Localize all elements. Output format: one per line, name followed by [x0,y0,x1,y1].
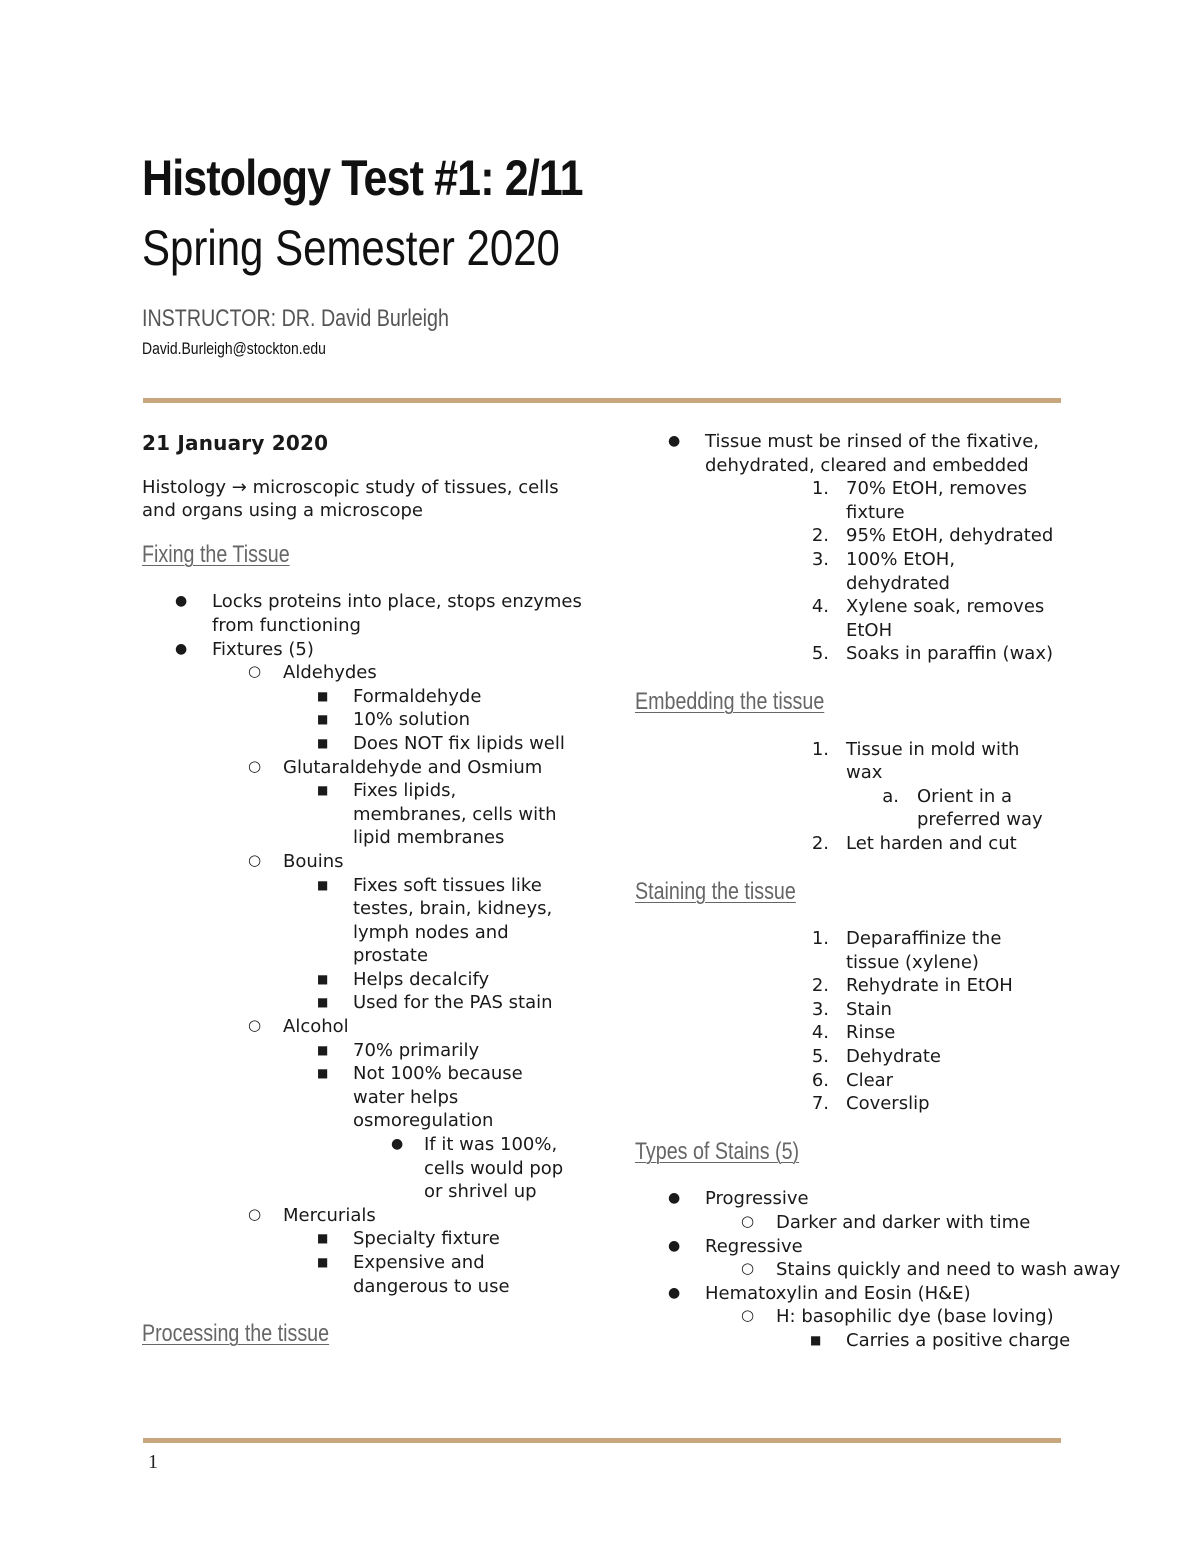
list-number: 4. [811,1022,829,1044]
square-bullet-icon: ■ [317,971,329,986]
list-item: 3. Stain [635,998,1075,1022]
square-bullet-icon: ■ [810,1333,822,1347]
list-item: ○ Alcohol [248,1016,349,1038]
circle-bullet-icon: ○ [248,850,262,869]
list-item: ○ H: basophilic dye (base loving) [741,1306,1054,1328]
lecture-date: 21 January 2020 [142,431,329,455]
circle-bullet-icon: ○ [248,662,262,681]
bullet-icon: ● [391,1136,404,1153]
list-number: 5. [811,1046,829,1068]
list-item: 1. Tissue in mold with wax [635,738,1046,785]
square-bullet-icon: ■ [317,783,329,798]
list-number: 7. [811,1093,829,1115]
list-item: ● Tissue must be rinsed of the fixative, dehydrated, cleared and embedded [668,431,1039,476]
square-bullet-icon: ■ [317,1066,329,1081]
circle-bullet-icon: ○ [248,1204,262,1223]
list-item: ● Hematoxylin and Eosin (H&E) [668,1282,971,1304]
bullet-icon: ● [668,1190,681,1207]
page-subtitle: Spring Semester 2020 [142,220,560,276]
embedding-steps [635,738,1075,856]
circle-bullet-icon: ○ [248,1016,262,1035]
processing-list [635,430,1075,477]
list-item: ■ Carries a positive charge [810,1330,1071,1351]
list-item: ■ Fixes lipids, membranes, cells with lipid membranes [317,780,557,849]
list-item: ■ Formaldehyde [317,685,482,707]
section-heading-fixing: Fixing the Tissue [142,540,290,568]
list-number: 2. [811,832,829,854]
list-item: 2. Let harden and cut [635,832,1075,856]
section-heading-processing: Processing the tissue [142,1320,330,1348]
square-bullet-icon: ■ [317,1231,329,1246]
list-number: 3. [811,998,829,1020]
list-item: 5. Dehydrate [635,1045,1075,1069]
list-item: ■ Expensive and dangerous to use [317,1252,510,1297]
list-item: ■ Used for the PAS stain [317,992,553,1014]
list-number: 1. [811,478,829,500]
left-column [142,430,582,1370]
square-bullet-icon: ■ [317,877,329,892]
section-heading-types: Types of Stains (5) [635,1137,800,1165]
section-heading-embedding: Embedding the tissue [635,687,825,715]
list-item: 2. Rehydrate in EtOH [635,974,1075,998]
list-item: a. Orient in a preferred way [635,785,1067,832]
list-item: ● Regressive [668,1235,803,1257]
processing-steps [635,477,1075,666]
list-item: 1. 70% EtOH, removes fixture [635,477,1056,524]
staining-steps [635,927,1075,1116]
square-bullet-icon: ■ [317,1042,329,1057]
circle-bullet-icon: ○ [741,1259,755,1278]
list-item: ■ Not 100% because water helps osmoregulation [317,1063,523,1132]
instructor-email: David.Burleigh@stockton.edu [142,339,326,358]
square-bullet-icon: ■ [317,712,329,727]
list-item: 3. 100% EtOH, dehydrated [635,548,986,595]
list-item: 4. Rinse [635,1021,1075,1045]
list-number: 6. [811,1069,829,1091]
list-item: 5. Soaks in paraffin (wax) [635,642,1076,666]
list-item: ● Locks proteins into place, stops enzymes from functioning [175,591,582,636]
page-number: 1 [148,1451,158,1473]
stain-types-list [635,1187,1121,1352]
list-number: 5. [811,643,829,665]
list-item: ■ Specialty fixture [317,1228,500,1250]
list-item: 4. Xylene soak, removes EtOH [635,595,1066,642]
list-item: ○ Darker and darker with time [741,1212,1031,1234]
list-item: ■ 10% solution [317,709,471,731]
top-divider [143,398,1061,403]
list-number: 2. [811,525,829,547]
list-item: 7. Coverslip [635,1092,1075,1116]
bullet-icon: ● [668,1237,681,1254]
list-item: ○ Aldehydes [248,662,377,684]
square-bullet-icon: ■ [317,1255,329,1269]
list-number: 1. [811,738,829,760]
list-item: ○ Bouins [248,850,344,872]
bullet-icon: ● [668,433,681,449]
square-bullet-icon: ■ [317,995,329,1010]
section-heading-staining: Staining the tissue [635,877,796,905]
intro-paragraph: Histology → microscopic study of tissues, cells and organs using a microscope [142,476,559,522]
circle-bullet-icon: ○ [741,1306,755,1325]
instructor-name: INSTRUCTOR: DR. David Burleigh [142,305,449,332]
list-item: ■ Helps decalcify [317,968,490,990]
bottom-divider [143,1438,1061,1443]
circle-bullet-icon: ○ [741,1212,755,1231]
bullet-icon: ● [668,1284,681,1301]
square-bullet-icon: ■ [317,735,329,750]
list-item: ■ 70% primarily [317,1039,480,1061]
list-item: ● Progressive [668,1188,809,1210]
list-item: 6. Clear [635,1069,1075,1093]
list-item: 2. 95% EtOH, dehydrated [635,524,1076,548]
right-column [635,430,1121,1353]
list-letter: a. [882,785,899,807]
bullet-icon: ● [175,640,188,657]
list-item: ■ Does NOT fix lipids well [317,732,565,754]
square-bullet-icon: ■ [317,688,329,703]
list-item: ○ Glutaraldehyde and Osmium [248,756,543,778]
list-number: 1. [811,928,829,950]
list-item: ● Fixtures (5) [175,638,314,660]
circle-bullet-icon: ○ [248,756,262,775]
list-item: 1. Deparaffinize the tissue (xylene) [635,927,1026,974]
list-number: 3. [811,548,829,570]
list-number: 2. [811,975,829,997]
fixing-list [142,590,582,1298]
list-number: 4. [811,596,829,618]
page-title: Histology Test #1: 2/11 [142,150,583,206]
bullet-icon: ● [175,593,188,610]
list-item: ○ Mercurials [248,1204,376,1226]
list-item: ○ Stains quickly and need to wash away [741,1259,1121,1281]
list-item: ■ Fixes soft tissues like testes, brain, kidneys, lymph nodes and prostate [317,874,553,967]
list-item: ● If it was 100%, cells would pop or shrivel up [391,1134,564,1203]
